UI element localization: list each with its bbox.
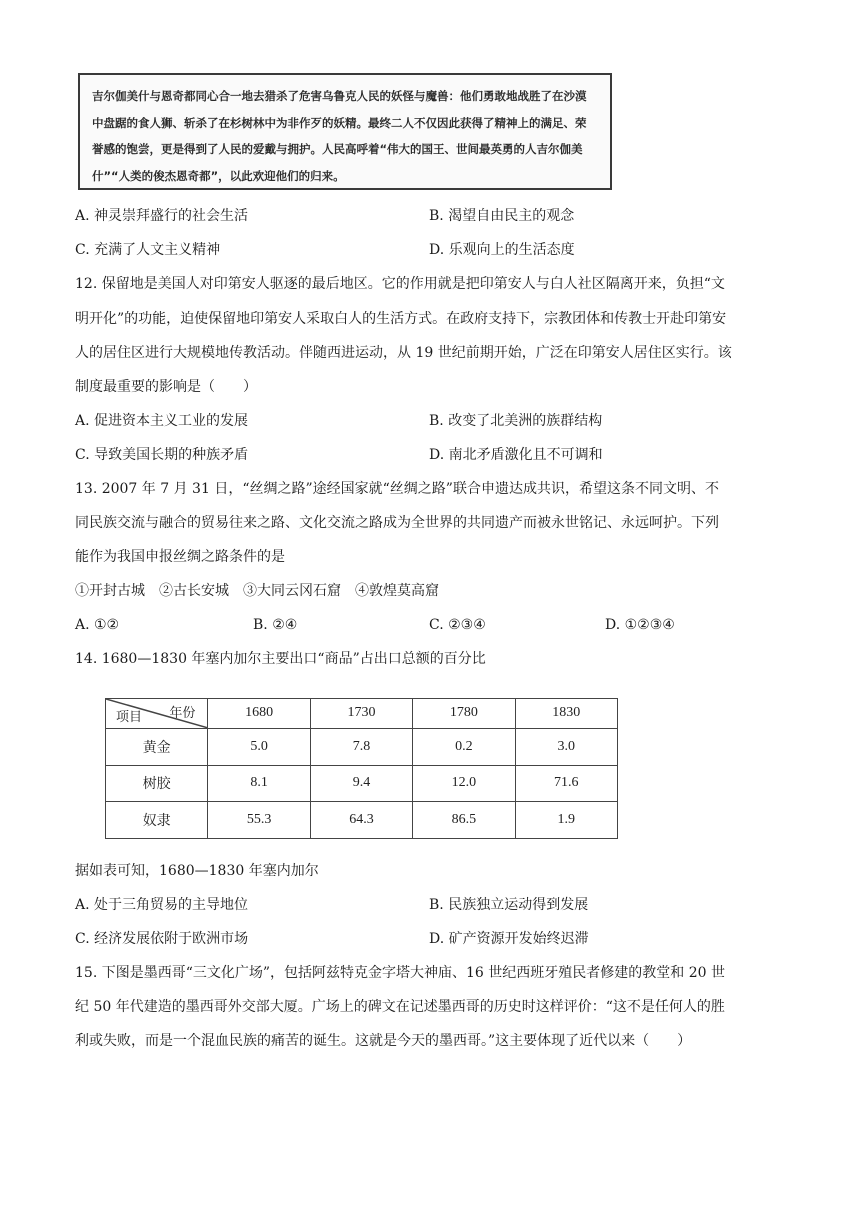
q12-option-c: C. 导致美国长期的种族矛盾 bbox=[75, 447, 249, 463]
table-cell: 3.0 bbox=[515, 728, 617, 765]
table-cell: 7.8 bbox=[310, 728, 412, 765]
quote-box bbox=[78, 73, 612, 190]
year-header: 1830 bbox=[515, 699, 617, 729]
q12-stem-line: 12. 保留地是美国人对印第安人驱逐的最后地区。它的作用就是把印第安人与白人社区隔离开来，负担“文 bbox=[75, 276, 725, 292]
q11-option-d: D. 乐观向上的生活态度 bbox=[429, 242, 575, 258]
q13-option-d: D. ①②③④ bbox=[605, 617, 675, 633]
q14-option-b: B. 民族独立运动得到发展 bbox=[429, 897, 589, 913]
table-cell: 8.1 bbox=[208, 765, 310, 802]
table-row bbox=[106, 765, 618, 802]
q12-option-b: B. 改变了北美洲的族群结构 bbox=[429, 413, 603, 429]
q15-stem-line: 利或失败，而是一个混血民族的痛苦的诞生。这就是今天的墨西哥。”这主要体现了近代以来（ ） bbox=[75, 1033, 692, 1049]
row-label: 树胶 bbox=[106, 765, 208, 802]
corner-label-year: 年份 bbox=[169, 705, 196, 720]
table-cell: 71.6 bbox=[515, 765, 617, 802]
table-cell: 9.4 bbox=[310, 765, 412, 802]
q12-stem-line: 人的居住区进行大规模地传教活动。伴随西进运动，从 19 世纪前期开始，广泛在印第安人居住区实行。该 bbox=[75, 345, 732, 361]
q14-after-text: 据如表可知，1680—1830 年塞内加尔 bbox=[75, 863, 319, 879]
q12-stem-line: 制度最重要的影响是（ ） bbox=[75, 379, 257, 395]
q14-option-c: C. 经济发展依附于欧洲市场 bbox=[75, 931, 249, 947]
quote-line: 什”“人类的俊杰恩奇都”，以此欢迎他们的归来。 bbox=[92, 169, 345, 183]
q14-option-a: A. 处于三角贸易的主导地位 bbox=[75, 897, 249, 913]
q13-option-b: B. ②④ bbox=[253, 617, 298, 633]
q14-stem: 14. 1680—1830 年塞内加尔主要出口“商品”占出口总额的百分比 bbox=[75, 651, 486, 667]
year-header: 1730 bbox=[310, 699, 412, 729]
q13-stem-line: 能作为我国申报丝绸之路条件的是 bbox=[75, 549, 285, 565]
table-cell: 5.0 bbox=[208, 728, 310, 765]
q13-option-a: A. ①② bbox=[75, 617, 120, 633]
table-cell: 86.5 bbox=[413, 802, 515, 839]
corner-label-item: 项目 bbox=[116, 708, 143, 724]
export-table bbox=[105, 698, 618, 839]
q13-stem-line: 13. 2007 年 7 月 31 日，“丝绸之路”途经国家就“丝绸之路”联合申遗达成共识，希望这条不同文明、不 bbox=[75, 481, 719, 497]
table-cell: 1.9 bbox=[515, 802, 617, 839]
table-cell: 64.3 bbox=[310, 802, 412, 839]
year-header: 1780 bbox=[413, 699, 515, 729]
q15-stem-line: 15. 下图是墨西哥“三文化广场”，包括阿兹特克金字塔大神庙、16 世纪西班牙殖民者修建的教堂和 20 世 bbox=[75, 965, 726, 981]
q12-stem-line: 明开化”的功能，迫使保留地印第安人采取白人的生活方式。在政府支持下，宗教团体和传教士开赴印第安 bbox=[75, 311, 727, 327]
row-label: 黄金 bbox=[106, 728, 208, 765]
q13-option-c: C. ②③④ bbox=[429, 617, 486, 633]
row-label: 奴隶 bbox=[106, 802, 208, 839]
q14-option-d: D. 矿产资源开发始终迟滞 bbox=[429, 931, 589, 947]
q11-option-c: C. 充满了人文主义精神 bbox=[75, 242, 221, 258]
quote-line: 吉尔伽美什与恩奇都同心合一地去猎杀了危害乌鲁克人民的妖怪与魔兽：他们勇敢地战胜了在沙漠 bbox=[92, 89, 587, 103]
table-row bbox=[106, 802, 618, 839]
table-cell: 55.3 bbox=[208, 802, 310, 839]
q13-stem-line: 同民族交流与融合的贸易往来之路、文化交流之路成为全世界的共同遗产而被永世铭记、永远呵护。下列 bbox=[75, 515, 719, 531]
q11-option-a: A. 神灵崇拜盛行的社会生活 bbox=[75, 208, 249, 224]
q11-option-b: B. 渴望自由民主的观念 bbox=[429, 208, 575, 224]
quote-line: 中盘踞的食人狮、斩杀了在杉树林中为非作歹的妖精。最终二人不仅因此获得了精神上的满足、荣 bbox=[92, 116, 587, 130]
table-corner-cell bbox=[106, 699, 208, 729]
q12-option-d: D. 南北矛盾激化且不可调和 bbox=[429, 447, 603, 463]
table-cell: 0.2 bbox=[413, 728, 515, 765]
table-cell: 12.0 bbox=[413, 765, 515, 802]
q15-stem-line: 纪 50 年代建造的墨西哥外交部大厦。广场上的碑文在记述墨西哥的历史时这样评价：“这不是任何人的胜 bbox=[75, 999, 725, 1015]
quote-line: 誉感的饱尝，更是得到了人民的爱戴与拥护。人民高呼着“伟大的国王、世间最英勇的人吉尔伽美 bbox=[92, 142, 583, 156]
q12-option-a: A. 促进资本主义工业的发展 bbox=[75, 413, 249, 429]
year-header: 1680 bbox=[208, 699, 310, 729]
table-header-row bbox=[106, 699, 618, 729]
q13-items: ①开封古城 ②古长安城 ③大同云冈石窟 ④敦煌莫高窟 bbox=[75, 583, 439, 599]
table-row bbox=[106, 728, 618, 765]
